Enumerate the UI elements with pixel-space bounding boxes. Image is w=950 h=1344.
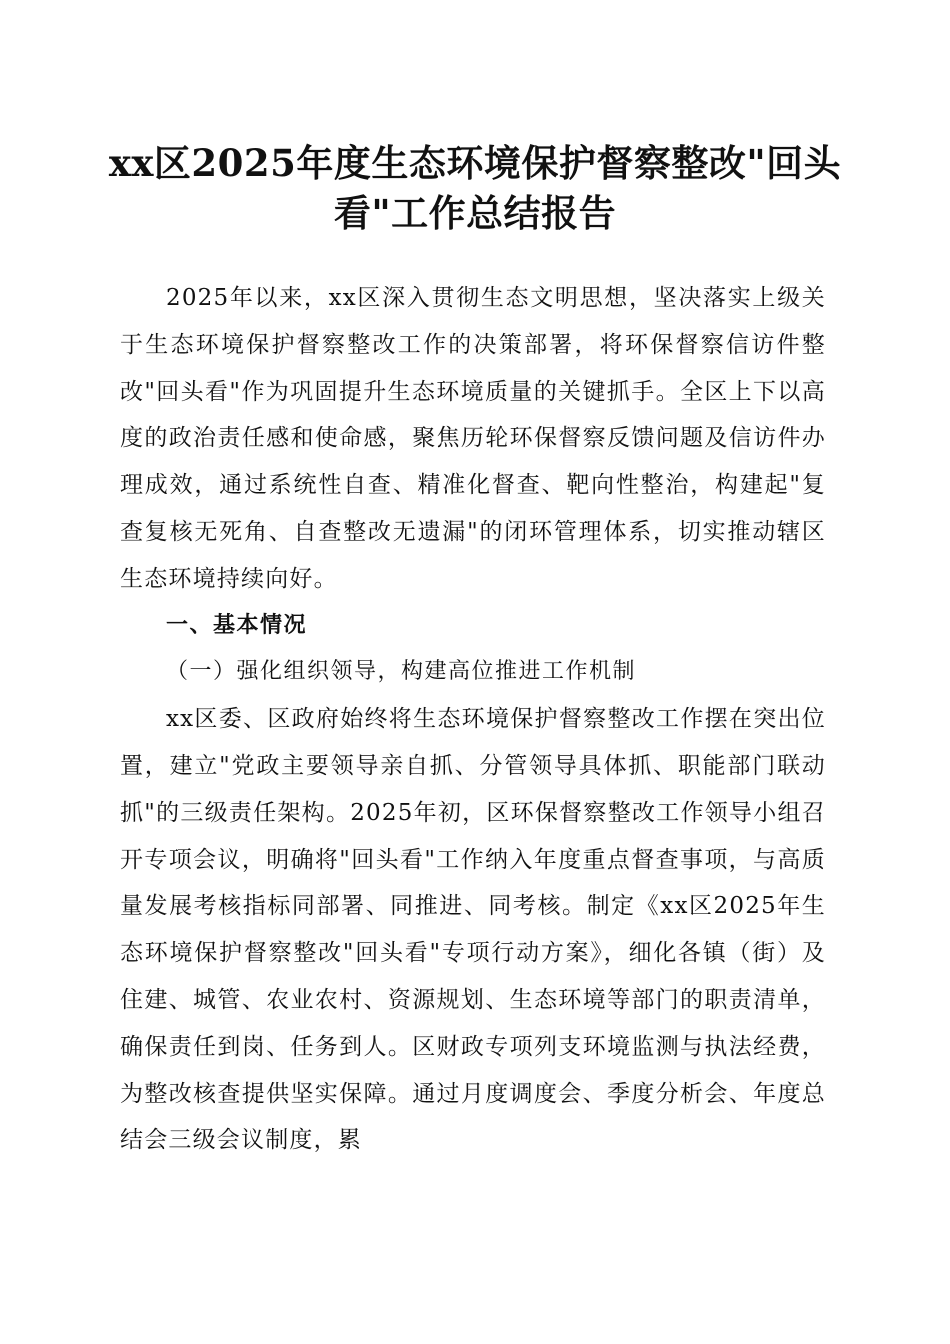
intro-paragraph: 2025年以来，xx区深入贯彻生态文明思想，坚决落实上级关于生态环境保护督察整改工作的决策部署，将环保督察信访件整改"回头看"作为巩固提升生态环境质量的关键抓手。全区上下以高度的政治责任感和使命感，聚焦历轮环保督察反馈问题及信访件办理成效，通过系统性自查、精准化督查、靶向性整治，构建起"复查复核无死角、自查整改无遗漏"的闭环管理体系，切实推动辖区生态环境持续向好。 <box>120 285 826 592</box>
subsection-paragraph: xx区委、区政府始终将生态环境保护督察整改工作摆在突出位置，建立"党政主要领导亲自抓、分管领导具体抓、职能部门联动抓"的三级责任架构。2025年初，区环保督察整改工作领导小组召开专项会议，明确将"回头看"工作纳入年度重点督查事项，与高质量发展考核指标同部署、同推进、同考核。制定《xx区2025年生态环境保护督察整改"回头看"专项行动方案》，细化各镇（街）及住建、城管、农业农村、资源规划、生态环境等部门的职责清单，确保责任到岗、任务到人。区财政专项列支环境监测与执法经费，为整改核查提供坚实保障。通过月度调度会、季度分析会、年度总结会三级会议制度，累 <box>120 706 826 1154</box>
title-line-1: xx区2025年度生态环境保护督察整改"回头 <box>108 141 842 185</box>
subsection-heading-organization: （一）强化组织领导，构建高位推进工作机制 <box>166 659 637 685</box>
document-body <box>120 275 826 1164</box>
document-title <box>100 138 850 238</box>
title-line-2: 看"工作总结报告 <box>333 191 617 235</box>
section-heading-basic-situation: 一、基本情况 <box>166 612 308 638</box>
